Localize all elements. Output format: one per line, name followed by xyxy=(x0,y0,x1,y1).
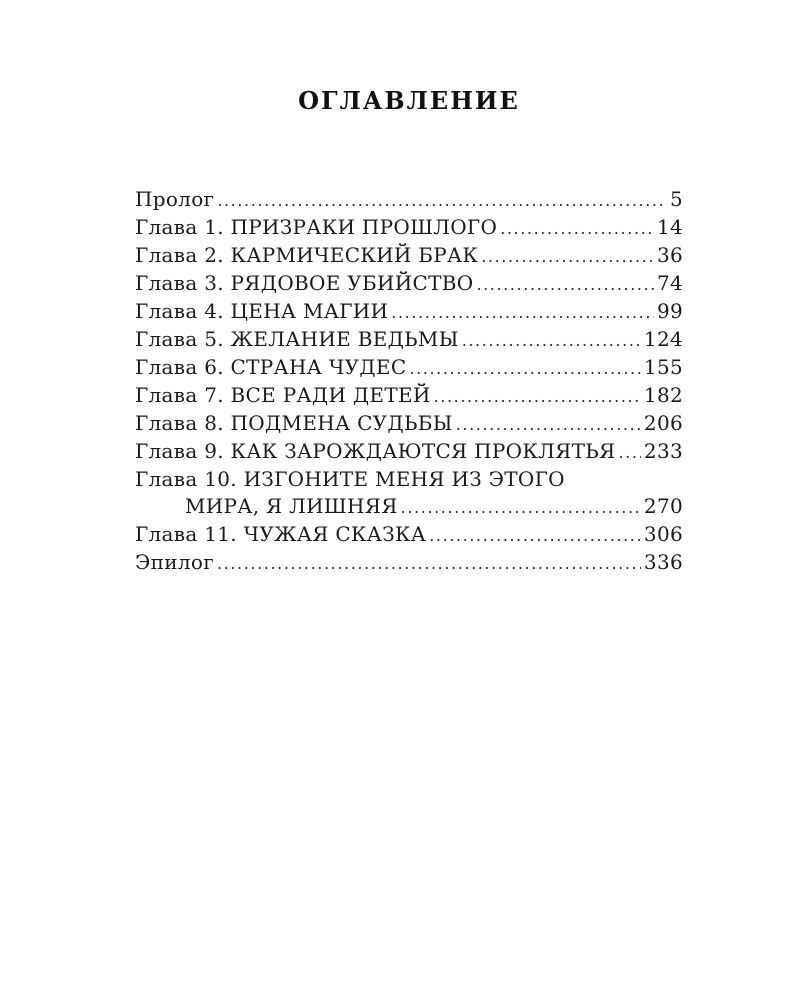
toc-entry-page-number: 182 xyxy=(643,383,683,407)
dot-leader xyxy=(462,326,641,354)
page-title: ОГЛАВЛЕНИЕ xyxy=(298,86,520,115)
dot-leader xyxy=(618,438,640,466)
toc-entry-row-continuation xyxy=(135,493,683,521)
toc-entry-label: Глава 8. ПОДМЕНА СУДЬБЫ xyxy=(135,411,453,435)
toc-entry-page-number: 14 xyxy=(656,215,683,239)
toc-entry-page-number: 5 xyxy=(669,187,683,211)
toc-entry-page-number: 233 xyxy=(643,439,683,463)
toc-entry-label: Глава 2. КАРМИЧЕСКИЙ БРАК xyxy=(135,243,479,267)
toc-entry-label: Глава 10. ИЗГОНИТЕ МЕНЯ ИЗ ЭТОГО xyxy=(135,467,565,491)
toc-entry-row xyxy=(135,410,683,438)
toc-entry-row xyxy=(135,242,683,270)
dot-leader xyxy=(481,242,654,270)
toc-entry-label: Глава 6. СТРАНА ЧУДЕС xyxy=(135,355,407,379)
dot-leader xyxy=(401,493,641,521)
toc-entry-page-number: 306 xyxy=(643,522,683,546)
toc-entry-label: Глава 9. КАК ЗАРОЖДАЮТСЯ ПРОКЛЯТЬЯ xyxy=(135,439,616,463)
toc-entry-label-continuation: МИРА, Я ЛИШНЯЯ xyxy=(185,494,398,518)
toc-entry-page-number: 74 xyxy=(656,271,683,295)
toc-entry-row xyxy=(135,549,683,577)
toc-entry-row xyxy=(135,521,683,549)
toc-entry-label: Глава 4. ЦЕНА МАГИИ xyxy=(135,299,389,323)
toc-entry-row xyxy=(135,354,683,382)
table-of-contents xyxy=(135,186,683,577)
toc-entry-label: Глава 1. ПРИЗРАКИ ПРОШЛОГО xyxy=(135,215,498,239)
toc-entry-page-number: 99 xyxy=(656,299,683,323)
dot-leader xyxy=(456,410,641,438)
toc-entry-row xyxy=(135,326,683,354)
toc-entry-row xyxy=(135,466,683,493)
dot-leader xyxy=(429,521,641,549)
toc-entry-page-number: 36 xyxy=(656,243,683,267)
toc-entry-label: Глава 7. ВСЕ РАДИ ДЕТЕЙ xyxy=(135,383,431,407)
toc-entry-page-number: 206 xyxy=(643,411,683,435)
dot-leader xyxy=(409,354,641,382)
toc-entry-row xyxy=(135,438,683,466)
dot-leader xyxy=(434,382,641,410)
toc-entry-label: Глава 11. ЧУЖАЯ СКАЗКА xyxy=(135,522,427,546)
toc-entry-label: Глава 5. ЖЕЛАНИЕ ВЕДЬМЫ xyxy=(135,327,459,351)
dot-leader xyxy=(217,186,667,214)
toc-entry-row xyxy=(135,186,683,214)
toc-entry-label: Пролог xyxy=(135,187,215,211)
dot-leader xyxy=(500,214,654,242)
toc-entry-row xyxy=(135,214,683,242)
toc-entry-page-number: 336 xyxy=(643,550,683,574)
content-block xyxy=(135,86,683,577)
toc-entry-label: Эпилог xyxy=(135,550,214,574)
toc-entry-row xyxy=(135,298,683,326)
toc-entry-row xyxy=(135,270,683,298)
toc-entry-label: Глава 3. РЯДОВОЕ УБИЙСТВО xyxy=(135,271,474,295)
toc-entry-page-number: 270 xyxy=(643,494,683,518)
toc-entry-row xyxy=(135,382,683,410)
toc-entry-page-number: 155 xyxy=(643,355,683,379)
dot-leader xyxy=(476,270,654,298)
toc-entry-page-number: 124 xyxy=(643,327,683,351)
dot-leader xyxy=(217,549,641,577)
dot-leader xyxy=(391,298,654,326)
